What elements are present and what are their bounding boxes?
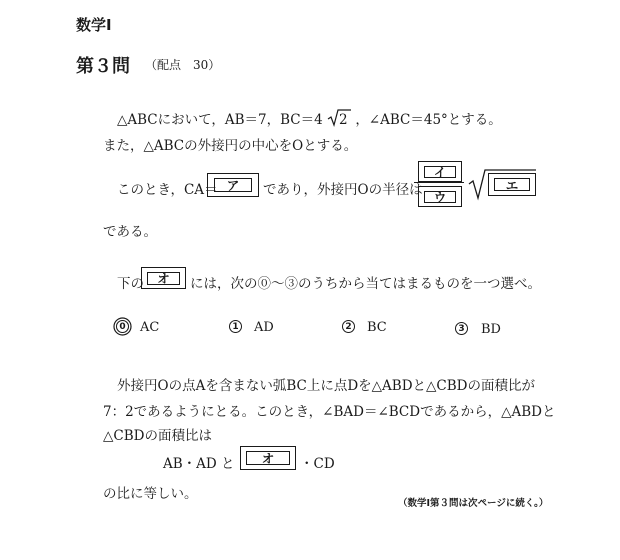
- option-2-marker[interactable]: 2: [342, 320, 355, 333]
- problem-line-3b: であり，外接円Oの半径は: [263, 182, 423, 198]
- answer-box-o-label: オ: [147, 272, 180, 285]
- answer-box-e-label: エ: [494, 178, 530, 191]
- problem-line-3a: このとき，CA＝: [117, 182, 218, 198]
- sqrt-radicand: 2: [339, 112, 348, 128]
- answer-box-a-label: ア: [214, 178, 252, 192]
- choice-prompt-post: には，次の⓪～③のうちから当てはまるものを一つ選べ。: [190, 276, 541, 292]
- answer-box-u-label: ウ: [424, 191, 456, 203]
- choice-prompt-pre: 下の: [117, 276, 144, 292]
- fraction-bar: [414, 182, 464, 183]
- part2-line-3: △CBDの面積比は: [103, 428, 212, 444]
- ratio-expression-post: ・CD: [300, 456, 335, 472]
- problem-line-4: である。: [103, 224, 157, 240]
- continuation-note: （数学Ⅰ第３問は次ページに続く。）: [398, 498, 549, 509]
- problem-line-1-text: △ABCにおいて，AB＝7，BC＝4: [117, 112, 323, 128]
- answer-box-a[interactable]: [207, 173, 259, 197]
- option-3-marker[interactable]: 3: [455, 322, 468, 335]
- option-0-marker[interactable]: 0: [116, 320, 129, 333]
- problem-line-2: また，△ABCの外接円の中心をOとする。: [103, 138, 358, 154]
- answer-box-o-repeat-label: オ: [246, 451, 290, 465]
- answer-box-e[interactable]: [488, 173, 536, 196]
- option-2-label: BC: [367, 320, 387, 335]
- part2-line-2: 7：2であるようにとる。このとき，∠BAD＝∠BCDであるから，△ABDと: [103, 404, 556, 420]
- answer-box-i-label: イ: [424, 166, 456, 178]
- ratio-expression-pre: AB・AD と: [163, 456, 235, 472]
- answer-box-i[interactable]: [418, 161, 462, 182]
- question-title: 第３問: [76, 56, 130, 77]
- option-3-label: BD: [481, 322, 501, 337]
- option-0-label: AC: [140, 320, 160, 335]
- part2-line-5: の比に等しい。: [103, 486, 198, 502]
- problem-line-1-tail: ，∠ABC＝45°とする。: [355, 112, 502, 128]
- subject-title: 数学Ⅰ: [76, 16, 112, 34]
- answer-box-o[interactable]: [141, 267, 186, 289]
- option-1-label: AD: [254, 320, 274, 335]
- option-1-marker[interactable]: 1: [229, 320, 242, 333]
- answer-box-o-repeat[interactable]: [240, 446, 296, 470]
- problem-line-1: [117, 108, 502, 128]
- answer-box-u[interactable]: [418, 186, 462, 207]
- points-label: （配点 30）: [145, 58, 221, 72]
- sqrt-expression: [327, 112, 351, 126]
- part2-line-1: 外接円Oの点Aを含まない弧BC上に点Dを△ABDと△CBDの面積比が: [117, 378, 535, 394]
